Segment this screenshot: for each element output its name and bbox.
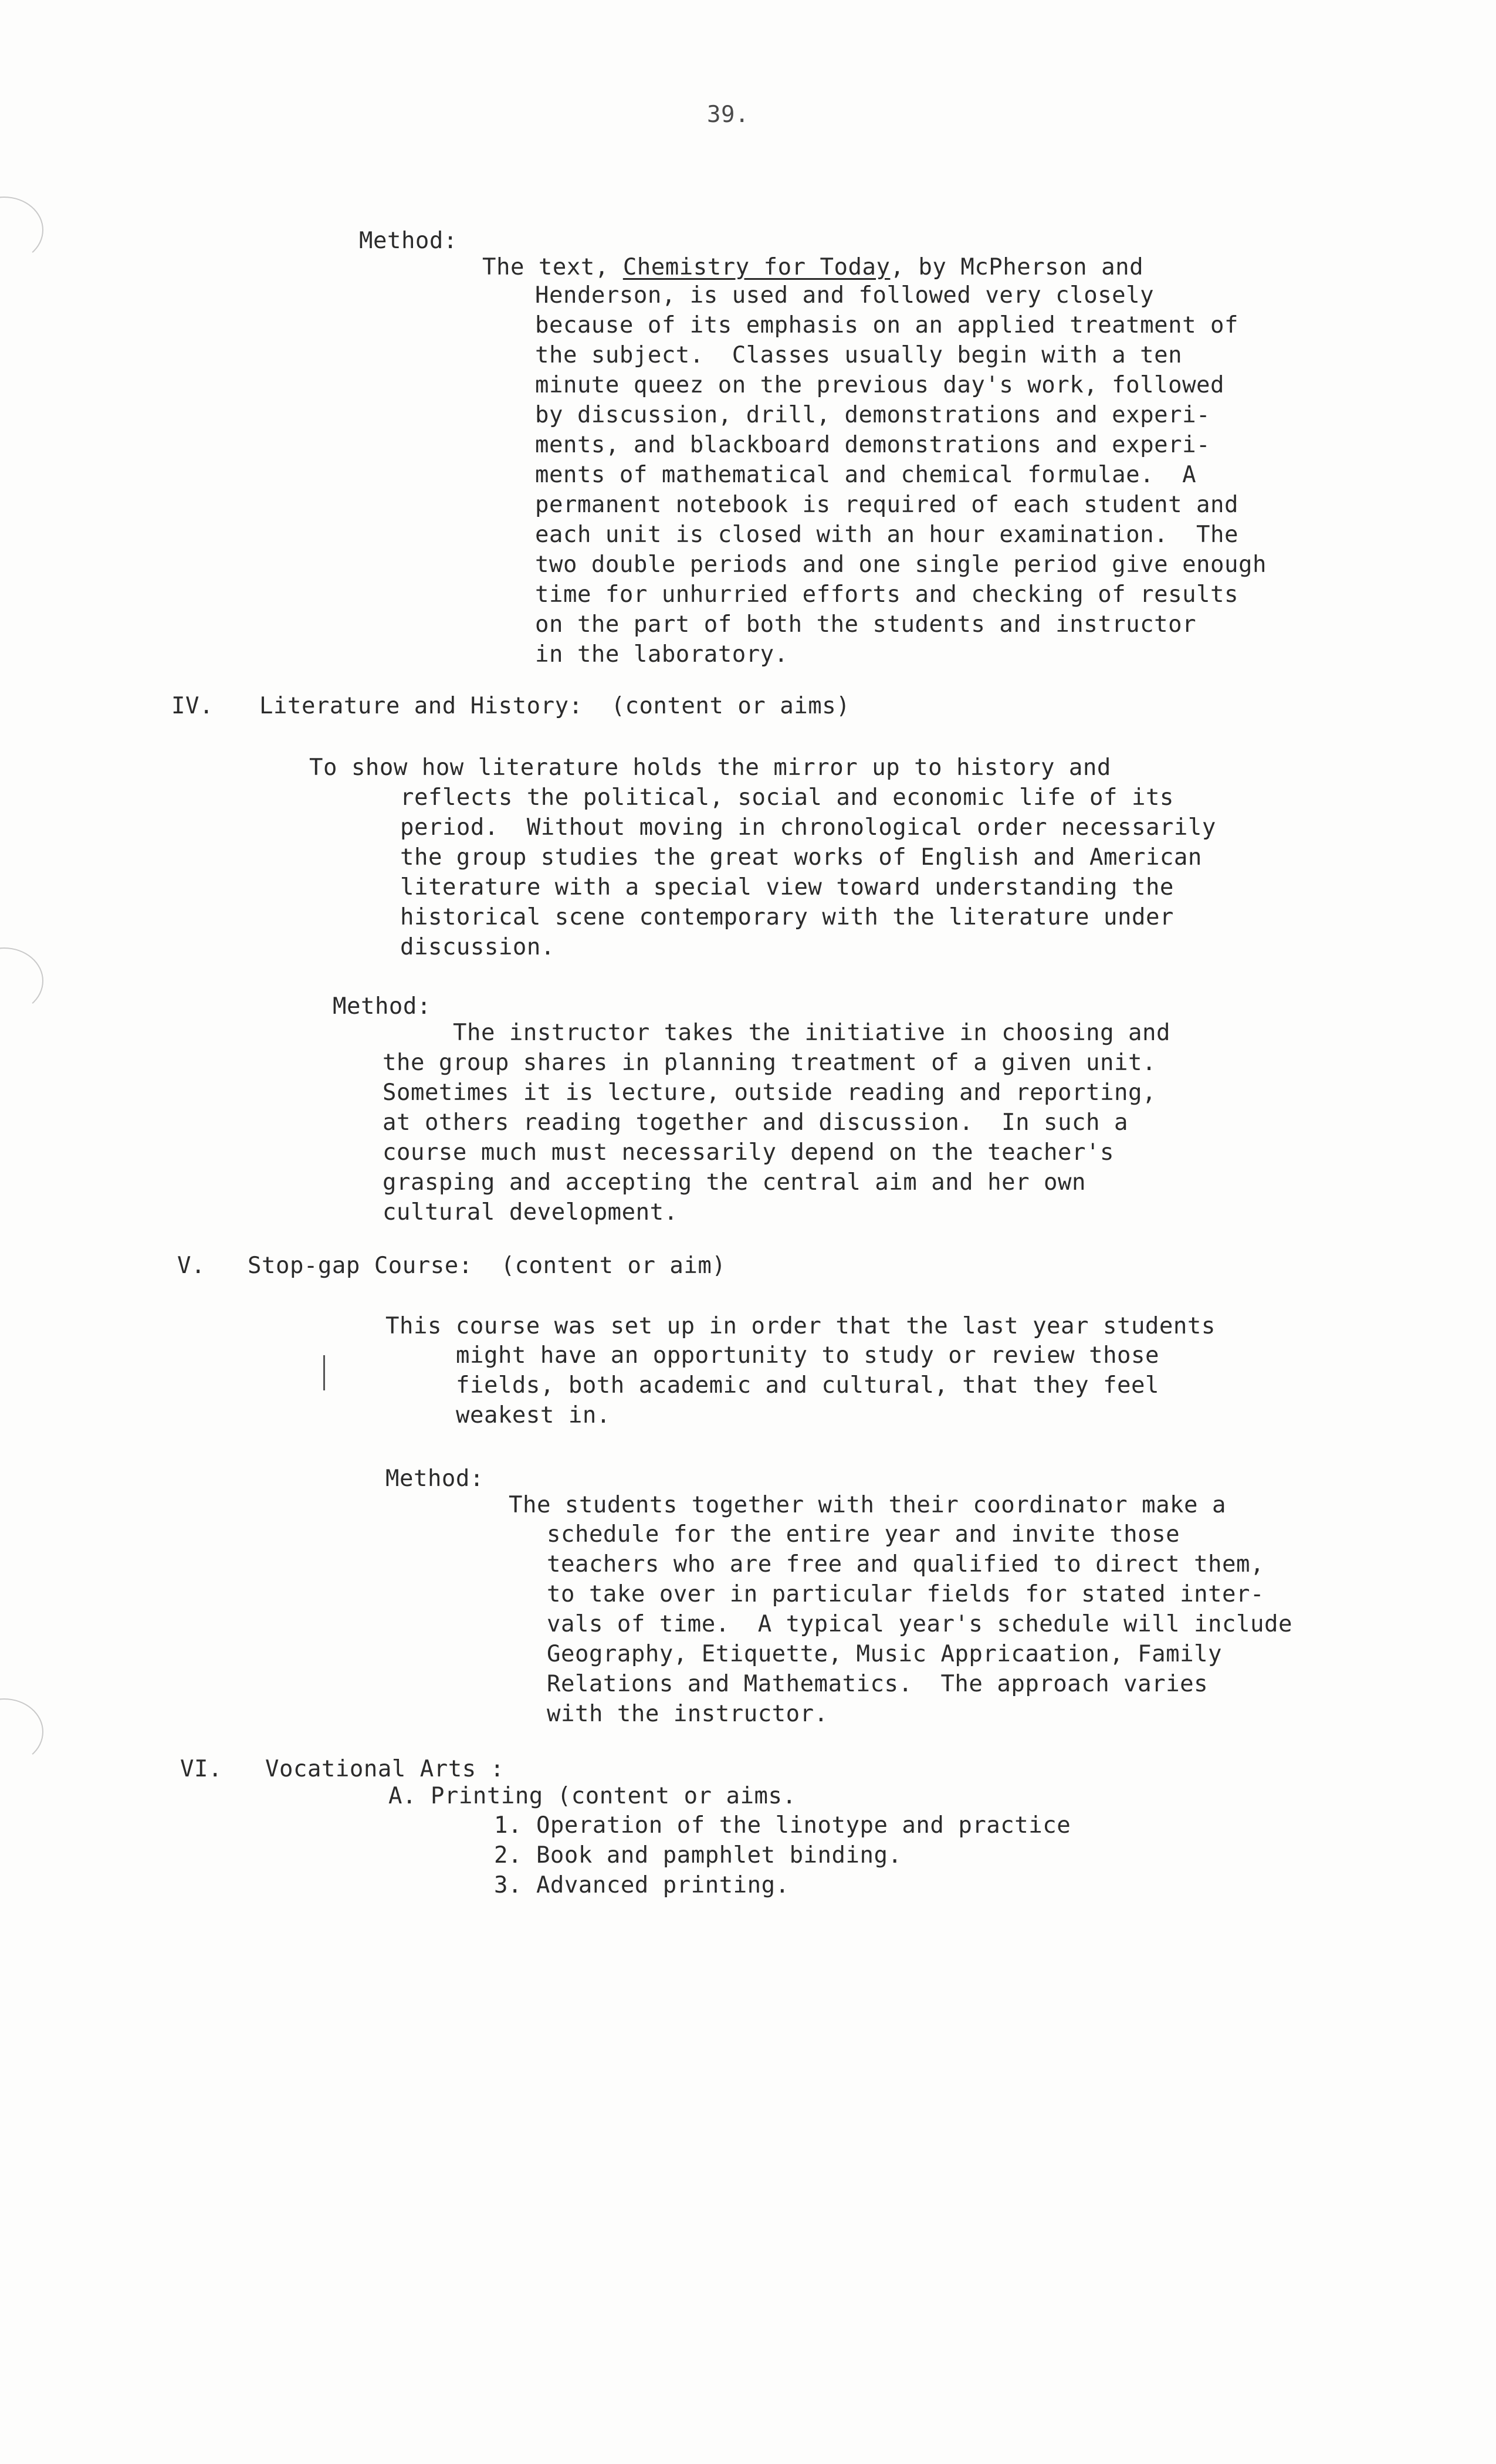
paragraph-line: course much must necessarily depend on the teacher's [383, 1139, 1114, 1166]
section-numeral: VI. [180, 1756, 222, 1782]
book-title: Chemistry for Today [622, 254, 891, 280]
paragraph-line: discussion. [400, 934, 555, 960]
punch-hole-mark [0, 197, 43, 263]
section-paragraph-first-line: To show how literature holds the mirror up to history and [309, 754, 1111, 781]
method-paragraph [547, 1519, 1292, 1729]
item-list [494, 1810, 1071, 1900]
section-heading: Vocational Arts : [265, 1756, 505, 1782]
paragraph-line: Geography, Etiquette, Music Appricaation, Family [547, 1641, 1223, 1667]
section-paragraph-first-line: This course was set up in order that the last year students [385, 1313, 1216, 1339]
punch-hole-mark [0, 947, 43, 1014]
section-heading: Stop-gap Course: (content or aim) [248, 1253, 726, 1279]
section-paragraph [400, 783, 1216, 962]
method-label: Method: [359, 228, 458, 254]
paragraph-line: schedule for the entire year and invite those [547, 1521, 1180, 1548]
paragraph-line: vals of time. A typical year's schedule will include [547, 1611, 1292, 1637]
paragraph-line: period. Without moving in chronological order necessarily [400, 814, 1216, 841]
paragraph-line: Henderson, is used and followed very closely [535, 282, 1155, 309]
paragraph-line: ments of mathematical and chemical formulae. A [535, 462, 1197, 488]
method-paragraph [535, 280, 1267, 669]
method-paragraph-first-line: The text, Chemistry for Today, by McPherson and [482, 254, 1144, 280]
paragraph-line: teachers who are free and qualified to direct them, [547, 1551, 1264, 1578]
section-numeral: V. [177, 1253, 205, 1279]
paragraph-line: the group shares in planning treatment of a given unit. [383, 1050, 1156, 1076]
list-item: 1. Operation of the linotype and practice [494, 1812, 1071, 1839]
paragraph-line: two double periods and one single period give enough [535, 551, 1267, 578]
paragraph-line: at others reading together and discussion. In such a [383, 1109, 1128, 1136]
paragraph-line: might have an opportunity to study or review those [456, 1342, 1159, 1369]
list-item: 2. Book and pamphlet binding. [494, 1842, 902, 1869]
paragraph-line: Relations and Mathematics. The approach varies [547, 1671, 1209, 1697]
paragraph-line: ments, and blackboard demonstrations and experi- [535, 432, 1211, 458]
paragraph-line: with the instructor. [547, 1701, 828, 1727]
paragraph-line: on the part of both the students and instructor [535, 611, 1197, 638]
paragraph-line: Sometimes it is lecture, outside reading and reporting, [383, 1079, 1156, 1106]
paragraph-line: by discussion, drill, demonstrations and experi- [535, 402, 1211, 428]
section-numeral: IV. [171, 693, 214, 719]
paragraph-line: weakest in. [456, 1402, 611, 1429]
paragraph-line: permanent notebook is required of each student and [535, 492, 1238, 518]
section-paragraph [456, 1341, 1159, 1430]
subsection-heading: A. Printing (content or aims. [388, 1783, 797, 1809]
margin-mark [323, 1355, 325, 1390]
punch-hole-mark [0, 1698, 43, 1765]
method-label: Method: [385, 1465, 484, 1492]
list-item: 3. Advanced printing. [494, 1872, 790, 1898]
paragraph-line: cultural development. [383, 1199, 678, 1226]
paragraph-line: reflects the political, social and economic life of its [400, 784, 1174, 811]
method-paragraph-first-line: The instructor takes the initiative in choosing and [453, 1020, 1170, 1046]
paragraph-line: the group studies the great works of English and American [400, 844, 1202, 871]
method-label: Method: [333, 993, 431, 1020]
paragraph-line: historical scene contemporary with the literature under [400, 904, 1174, 930]
paragraph-line: because of its emphasis on an applied treatment of [535, 312, 1238, 339]
paragraph-line: grasping and accepting the central aim and her own [383, 1169, 1086, 1196]
paragraph-line: to take over in particular fields for stated inter- [547, 1581, 1264, 1607]
page-number: 39. [707, 101, 749, 128]
paragraph-line: literature with a special view toward understanding the [400, 874, 1174, 901]
paragraph-line: fields, both academic and cultural, that they feel [456, 1372, 1159, 1399]
paragraph-line: time for unhurried efforts and checking of results [535, 581, 1238, 608]
method-paragraph-first-line: The students together with their coordinator make a [509, 1492, 1226, 1518]
paragraph-line: each unit is closed with an hour examination. The [535, 522, 1238, 548]
method-paragraph [383, 1048, 1156, 1227]
paragraph-line: minute queez on the previous day's work, followed [535, 372, 1225, 398]
section-heading: Literature and History: (content or aims) [259, 693, 851, 719]
paragraph-line: in the laboratory. [535, 641, 788, 668]
paragraph-line: the subject. Classes usually begin with a ten [535, 342, 1183, 368]
